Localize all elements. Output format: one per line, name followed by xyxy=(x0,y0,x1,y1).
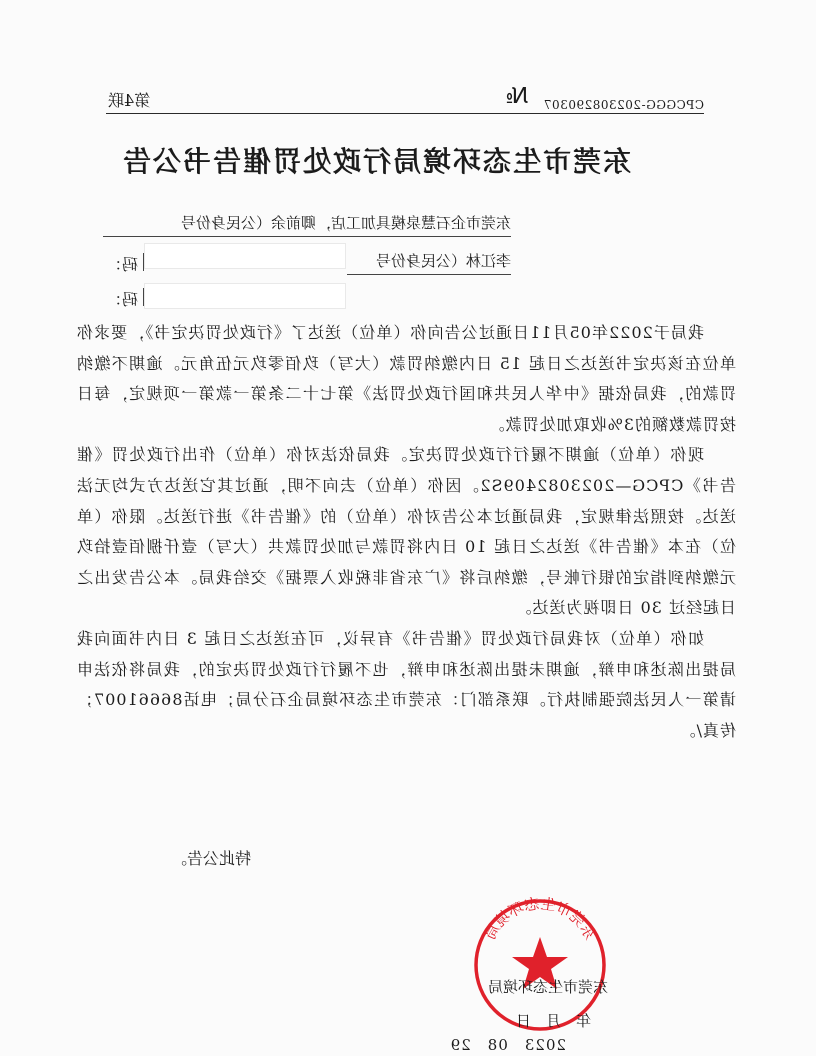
redacted-id-1 xyxy=(144,243,346,269)
number-mark: № xyxy=(505,84,528,109)
id-label-2: 码： xyxy=(105,290,138,309)
document-title: 东莞市生态环境局行政处罚催告书公告 xyxy=(120,145,631,178)
field-divider-2 xyxy=(143,288,144,306)
paragraph-decision: 我局于2022年05月11日通过公告向你（单位）送达了《行政处罚决定书》，要求你单位在该决定书送达之日起 15 日内缴纳罚款（大写）玖佰零玖元伍角元。逾期不缴纳罚款的，我局依据《中华人民共和国行政处罚法》第七十二条第一款第一项规定，每日按罚款数额的3%收取加处罚款。 xyxy=(76,323,736,434)
date-label: 年 月 日 xyxy=(515,1012,591,1030)
paragraph-objection: 如你（单位）对我局行政处罚《催告书》有异议，可在送达之日起 3 日内书面向我局提出陈述和申辩，逾期未提出陈述和申辩，也不履行行政处罚决定的，我局将依法申请第一人民法院强制执行。联系部门：东莞市生态环境局企石分局；电话86661007；传真/。 xyxy=(76,628,736,740)
header-rule xyxy=(106,113,704,114)
date-value: 2023 08 29 xyxy=(449,1036,566,1054)
closing-text: 特此公告。 xyxy=(170,849,251,868)
seal-text: 东莞市生态环境局 xyxy=(480,895,600,943)
id-label-1: 码： xyxy=(105,255,138,274)
field-divider-1 xyxy=(143,253,144,271)
paragraph-service: 现你（单位）逾期不履行行政处罚决定。我局依法对你（单位）作出行政处罚《催告书》CPCG—2023082409S2。因你（单位）去向不明，通过其它送达方式均无法送达。按照法律规定，我局通过本公告对你（单位）的《催告书》进行送达。限你（单位）在本《催告书》送达之日起 10 日内将罚款与加处罚款共（大写）壹仟捌佰壹拾玖元缴纳到指定的银行帐号，缴纳后将《广东省非税收入票据》交给我局。本公告发出之日起经过 30 日即视为送达。 xyxy=(76,445,736,618)
serial-number: CPCGGG-202308290307 xyxy=(543,98,704,112)
redacted-id-2 xyxy=(144,283,346,309)
party-line-1: 东莞市企石慧泉模具加工店，卿前余（公民身份号 xyxy=(103,210,511,237)
party-line-2: 李江林（公民身份号 xyxy=(347,248,511,275)
notice-body xyxy=(76,318,736,746)
issuing-org: 东莞市生态环境局 xyxy=(487,978,608,996)
copy-label: 第4联 xyxy=(108,91,151,110)
